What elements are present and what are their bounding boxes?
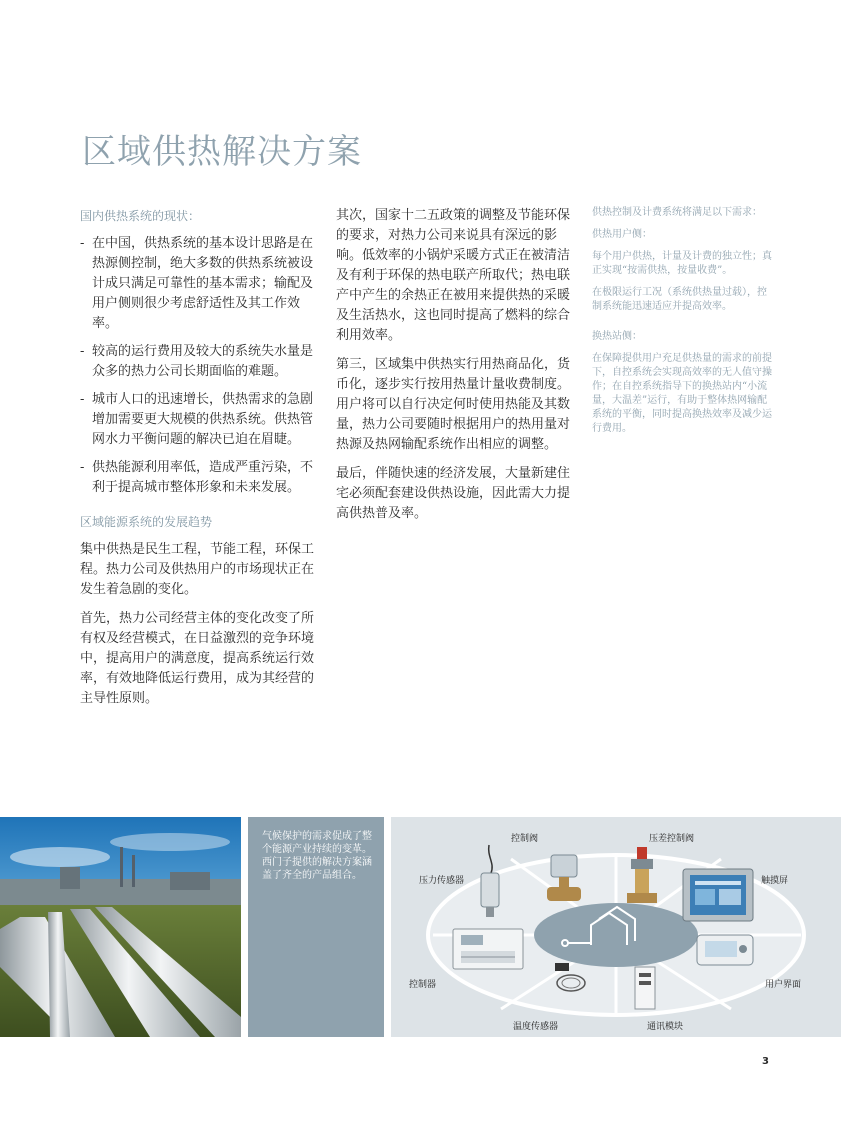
- label-temp-sensor: 温度传感器: [513, 1022, 559, 1032]
- label-user-interface: 用户界面: [765, 980, 802, 990]
- label-touch-screen: 触摸屏: [761, 876, 789, 886]
- photo-caption: 气候保护的需求促成了整个能源产业持续的变革。西门子提供的解决方案涵盖了齐全的产品组合。: [262, 831, 372, 881]
- sidebar-heading-user-side: 供热用户侧：: [592, 229, 652, 240]
- diagram-graphic: [391, 817, 841, 1037]
- sidebar-intro: 供热控制及计费系统将满足以下需求：: [592, 207, 762, 218]
- pipeline-photo: [0, 817, 241, 1037]
- pipeline-illustration: [0, 817, 241, 1037]
- list-item: - 在中国，供热系统的基本设计思路是在热源侧控制，绝大多数的供热系统被设计成只满足可靠性的基本需求；输配及用户侧则很少考虑舒适性及其工作效率。: [80, 234, 324, 334]
- paragraph: 第三，区域集中供热实行用热商品化，货币化，逐步实行按用热量计量收费制度。用户将可以自行决定何时使用热能及其数量，热力公司要随时根据用户的热用量对热源及热网输配系统作出相应的调整。: [336, 357, 571, 452]
- label-controller: 控制器: [409, 980, 437, 990]
- list-item: - 较高的运行费用及较大的系统失水量是众多的热力公司长期面临的难题。: [80, 342, 324, 382]
- communication-module-icon: [635, 967, 655, 1009]
- list-item: - 城市人口的迅速增长，供热需求的急剧增加需要更大规模的供热系统。供热管网水力平衡问题的解决已迫在眉睫。: [80, 390, 324, 450]
- sidebar-paragraph: 在极限运行工况（系统供热量过载），控制系统能迅速适应并提高效率。: [592, 287, 767, 312]
- status-bullet-list: [80, 234, 324, 498]
- touch-screen-icon: [683, 869, 753, 921]
- paragraph: 最后，伴随快速的经济发展，大量新建住宅必须配套建设供热设施，因此需大力提高供热普及率。: [336, 466, 571, 521]
- section-heading-trends: 区域能源系统的发展趋势: [80, 515, 213, 529]
- pressure-sensor-icon: [481, 845, 499, 917]
- label-control-valve: 控制阀: [511, 834, 539, 844]
- sidebar-paragraph: 每个用户供热，计量及计费的独立性；真正实现“按需供热，按量收费”。: [592, 251, 772, 276]
- sidebar-heading-station-side: 换热站侧：: [592, 331, 642, 342]
- section-heading-current-status: 国内供热系统的现状：: [80, 209, 201, 223]
- label-diff-pressure-valve: 压差控制阀: [649, 834, 695, 844]
- label-comm-module: 通讯模块: [647, 1022, 684, 1032]
- right-sidebar-column: [592, 206, 772, 444]
- left-column: [80, 206, 324, 718]
- list-item: - 供热能源利用率低，造成严重污染，不利于提高城市整体形象和未来发展。: [80, 458, 324, 498]
- paragraph: 其次，国家十二五政策的调整及节能环保的要求，对热力公司来说具有深远的影响。低效率的小锅炉采暖方式正在被清洁及有利于环保的热电联产所取代；热电联产中产生的余热正在被用来提供热的采暖及生活热水，这也同时提高了燃料的综合利用效率。: [336, 208, 571, 343]
- user-interface-icon: [697, 935, 753, 965]
- page-number: 3: [762, 1056, 769, 1067]
- sidebar-paragraph: 在保障提供用户充足供热量的需求的前提下，自控系统会实现高效率的无人值守操作；在自控系统指导下的换热站内“小流量，大温差”运行，有助于整体热网输配系统的平衡，同时提高换热效率及减少运行费用。: [592, 353, 772, 434]
- paragraph: 首先，热力公司经营主体的变化改变了所有权及经营模式，在日益激烈的竞争环境中，提高用户的满意度，提高系统运行效率，有效地降低运行费用，成为其经营的主导性原则。: [80, 611, 315, 706]
- controller-icon: [453, 929, 523, 969]
- paragraph: 集中供热是民生工程，节能工程，环保工程。热力公司及供热用户的市场现状正在发生着急剧的变化。: [80, 542, 315, 597]
- product-portfolio-diagram: [391, 817, 841, 1037]
- middle-column: [336, 206, 578, 533]
- label-pressure-sensor: 压力传感器: [419, 876, 465, 886]
- page-title: 区域供热解决方案: [82, 132, 362, 172]
